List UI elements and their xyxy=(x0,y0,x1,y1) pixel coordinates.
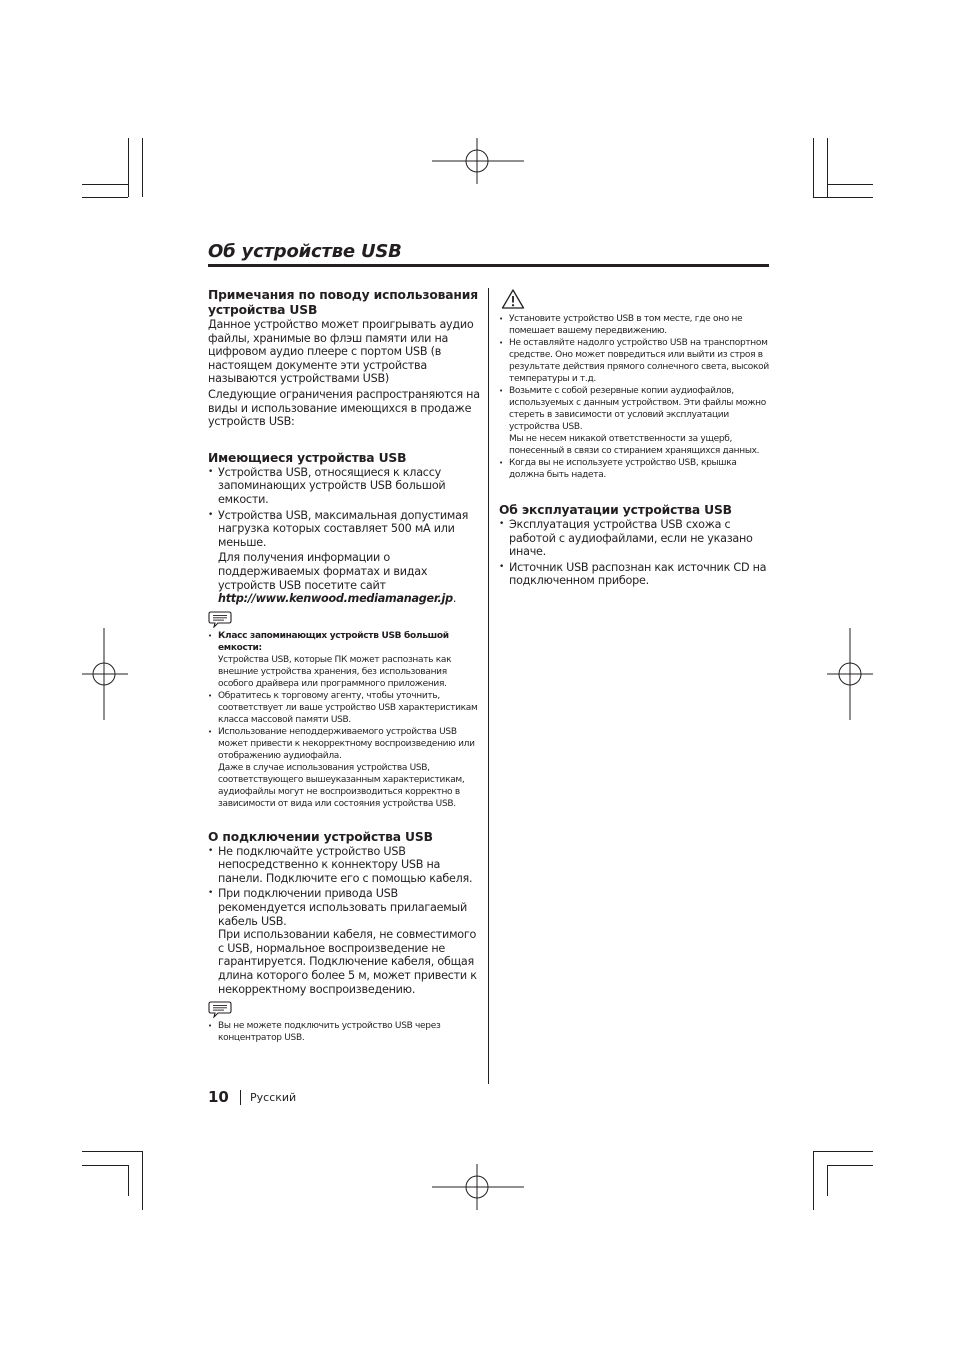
list-item xyxy=(208,887,480,996)
warning-item xyxy=(499,457,771,481)
section-heading: Примечания по поводу использования устройства USB xyxy=(208,288,478,317)
warning-icon xyxy=(501,288,525,310)
paragraph: Данное устройство может проигрывать аудио файлы, хранимые во флэш памяти или на цифровом аудио плеере с портом USB (в настоящем документе эти устройства называются устройствами USB) xyxy=(208,318,474,386)
note-item-text: Использование неподдерживаемого устройства USB может привести к некорректному воспроизведению или отображению аудиофайла. xyxy=(218,726,475,761)
page-number: 10 xyxy=(208,1088,229,1106)
warning-item xyxy=(499,385,771,457)
section-heading: Имеющиеся устройства USB xyxy=(208,450,407,465)
column-divider xyxy=(488,288,489,1084)
list-item xyxy=(499,518,771,559)
footer-divider xyxy=(240,1090,241,1105)
warning-item xyxy=(499,337,771,385)
note-list xyxy=(208,1020,480,1044)
note-list xyxy=(208,630,480,810)
paragraph: Следующие ограничения распространяются на виды и использование имеющихся в продаже устройств USB: xyxy=(208,387,480,429)
registration-mark-bottom xyxy=(432,1164,524,1210)
bullet-list xyxy=(499,518,771,588)
note-icon xyxy=(208,1000,232,1018)
list-item-text: Устройства USB, относящиеся к классу запоминающих устройств USB большой емкости. xyxy=(218,465,446,506)
list-item xyxy=(208,509,480,606)
language-label: Русский xyxy=(250,1091,297,1104)
list-item-text: Для получения информации о поддерживаемых форматах и видах устройств USB посетите сайт xyxy=(218,551,428,592)
usb-usage-notes-section xyxy=(208,288,480,429)
website-link[interactable]: http://www.kenwood.mediamanager.jp xyxy=(218,592,453,606)
warning-item-text: Не оставляйте надолго устройство USB на транспортном средстве. Оно может повредиться или выйти из строя в результате действия прямого солнечного света, высокой температуры и т.д. xyxy=(509,338,769,384)
list-item-extra: При использовании кабеля, не совместимого с USB, нормальное воспроизведение не гарантируется. Подключение кабеля, общая длина которого более 5 м, может привести к некорректному воспроизведению. xyxy=(218,928,477,996)
warning-list xyxy=(499,313,771,481)
page-title: Об устройстве USB xyxy=(208,241,402,262)
registration-mark-top xyxy=(432,138,524,184)
punctuation: . xyxy=(452,592,457,606)
list-item-text: Устройства USB, максимальная допустимая нагрузка которых составляет 500 мА или меньше. xyxy=(218,508,469,549)
note-item xyxy=(208,690,480,726)
note-icon xyxy=(208,610,232,628)
warning-item-text: Мы не несем никакой ответственности за ущерб, понесенный в связи со стиранием хранящихся данных. xyxy=(509,434,760,456)
section-heading: Об эксплуатации устройства USB xyxy=(499,503,732,517)
title-underline xyxy=(208,264,769,267)
warning-item-text: Когда вы не используете устройство USB, крышка должна быть надета. xyxy=(509,458,737,480)
supported-devices-section xyxy=(208,451,480,810)
warning-item xyxy=(499,313,771,337)
list-item-text: Эксплуатация устройства USB схожа с работой с аудиофайлами, если не указано иначе. xyxy=(509,518,753,559)
note-item xyxy=(208,630,480,690)
bullet-list xyxy=(208,845,480,997)
note-item-text: Даже в случае использования устройства USB, соответствующего вышеуказанным характеристикам, аудиофайлы могут не воспроизводиться корректно в зависимости от вида или состояния устройства USB. xyxy=(218,762,465,809)
usb-connection-section xyxy=(208,830,480,1045)
list-item xyxy=(499,561,771,588)
warning-item-text: Возьмите с собой резервные копии аудиофайлов, используемых с данным устройством. Эти файлы можно стереть в зависимости от условий эксплуатации устройства USB. xyxy=(509,386,766,432)
usb-operation-section xyxy=(499,503,771,588)
note-item-title: Класс запоминающих устройств USB большой емкости: xyxy=(218,630,449,653)
warning-item-text: Установите устройство USB в том месте, где оно не помешает вашему передвижению. xyxy=(509,314,743,336)
list-item xyxy=(208,845,480,886)
note-item xyxy=(208,1020,480,1044)
registration-mark-right xyxy=(827,628,873,720)
registration-mark-left xyxy=(82,628,128,720)
note-item xyxy=(208,726,480,810)
list-item-extra xyxy=(218,551,480,605)
list-item-text: Не подключайте устройство USB непосредственно к коннектору USB на панели. Подключите его с помощью кабеля. xyxy=(218,844,473,885)
note-item-text: Устройства USB, которые ПК может распознать как внешние устройства хранения, без использования особого драйвера или программного приложения. xyxy=(218,654,452,689)
note-item-text: Обратитесь к торговому агенту, чтобы уточнить, соответствует ли ваше устройство USB характеристикам класса массовой памяти USB. xyxy=(218,690,478,725)
note-item-text: Вы не можете подключить устройство USB через концентратор USB. xyxy=(218,1021,441,1044)
list-item-text: Источник USB распознан как источник CD на подключенном приборе. xyxy=(509,560,767,588)
bullet-list xyxy=(208,466,480,606)
right-column xyxy=(499,288,771,588)
section-heading: О подключении устройства USB xyxy=(208,829,433,844)
left-column xyxy=(208,288,480,1044)
list-item xyxy=(208,466,480,507)
list-item-text: При подключении привода USB рекомендуется использовать прилагаемый кабель USB. xyxy=(218,887,468,928)
